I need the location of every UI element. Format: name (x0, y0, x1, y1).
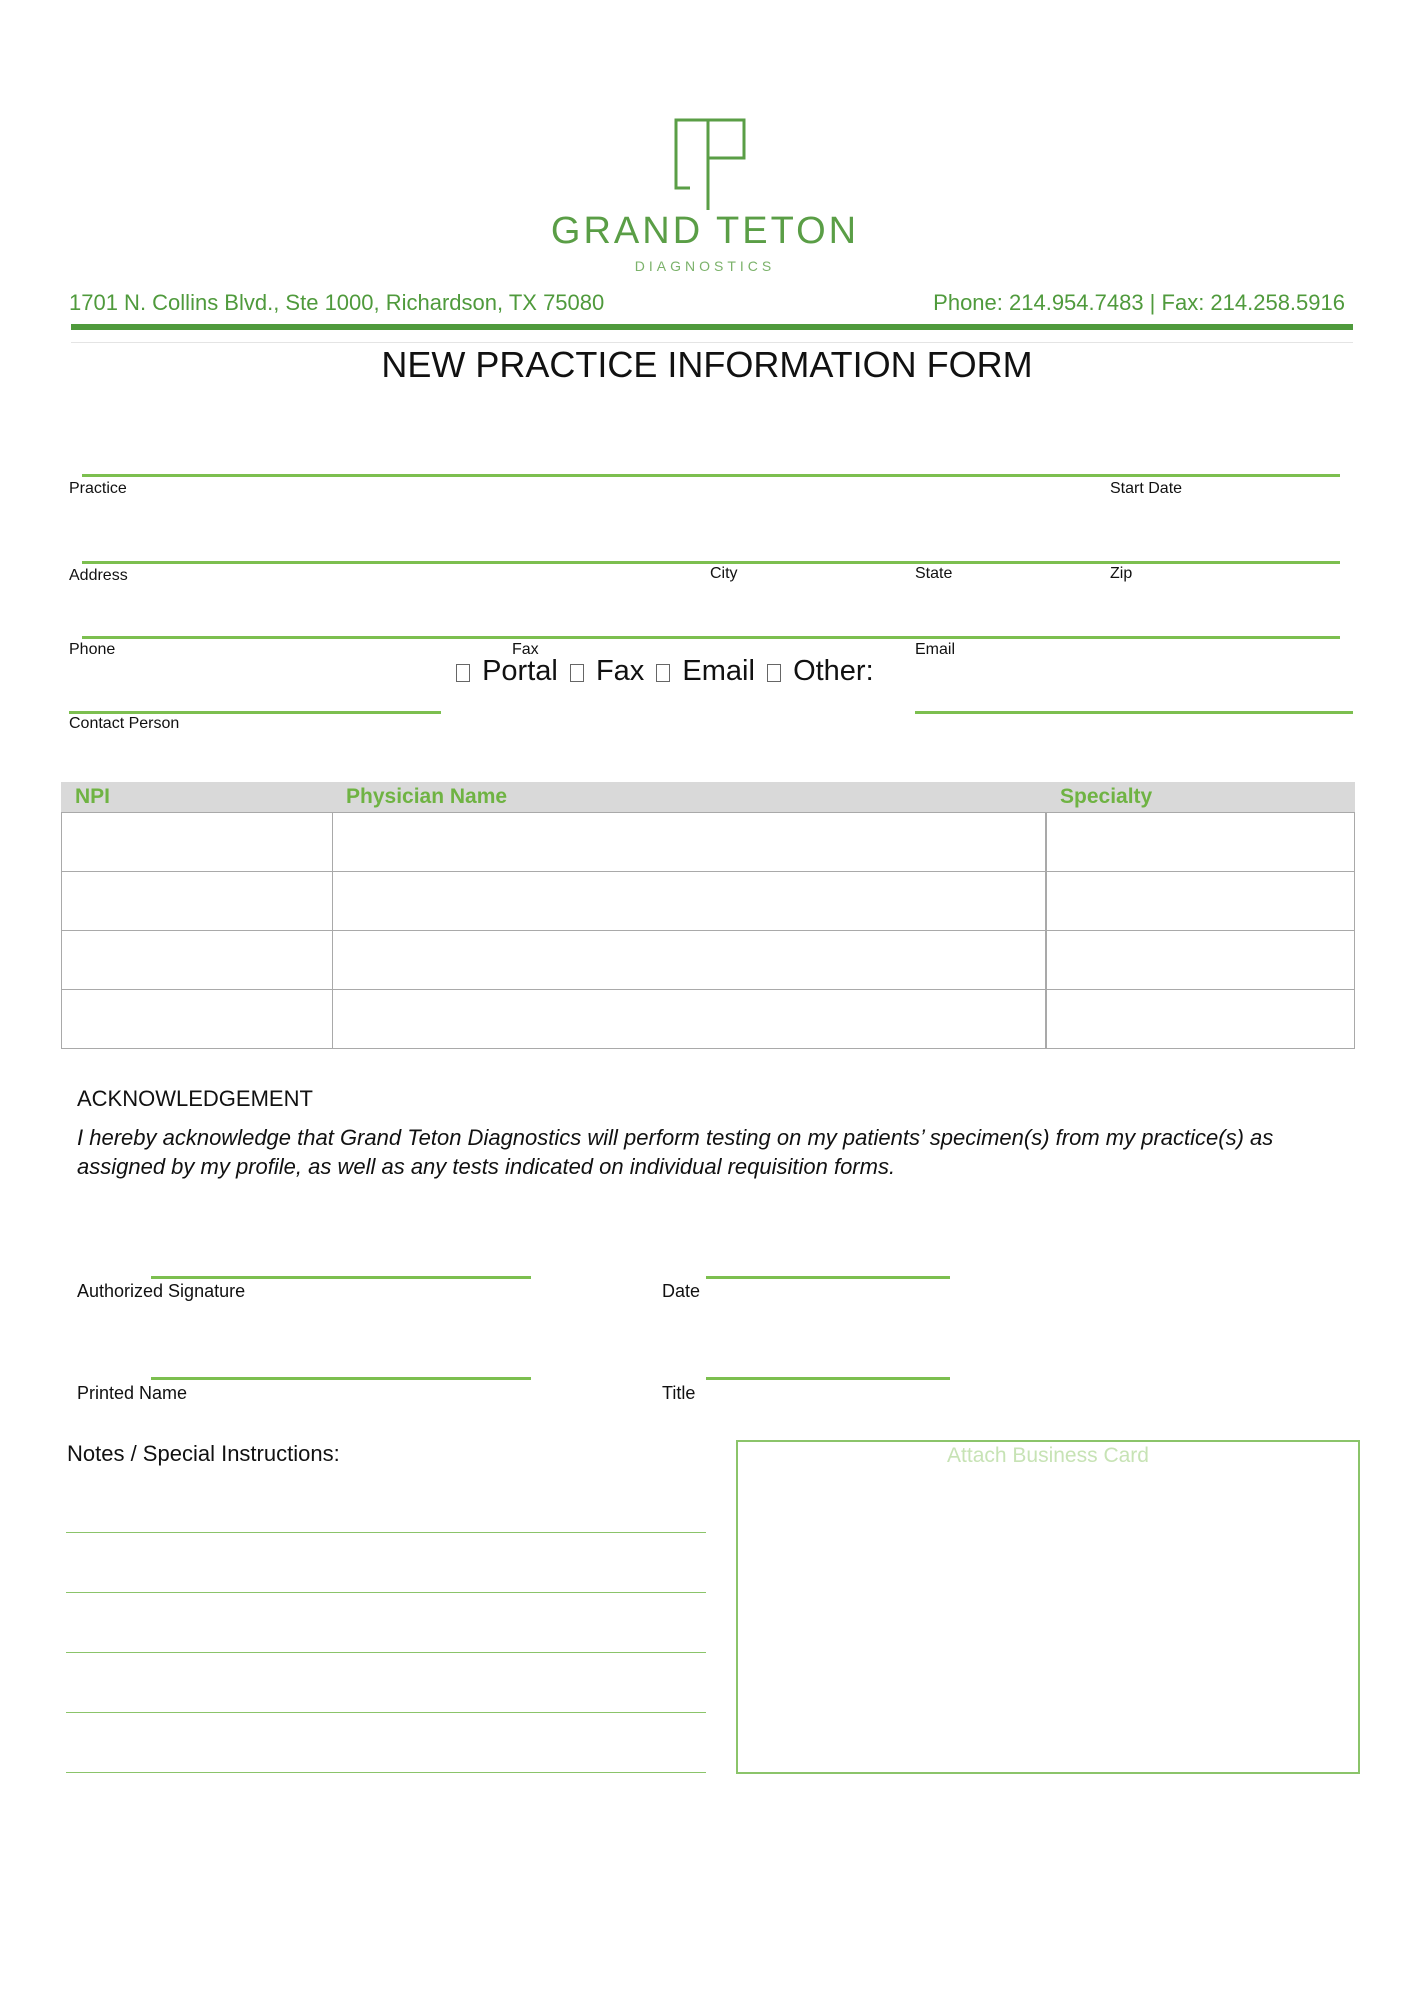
contact-person-line[interactable] (69, 711, 441, 714)
brand-tagline: DIAGNOSTICS (634, 258, 776, 274)
fax-checkbox[interactable] (570, 664, 584, 682)
other-delivery-line[interactable] (915, 711, 1353, 714)
contact-person-label: Contact Person (69, 715, 180, 732)
specialty-cell[interactable] (1046, 812, 1355, 872)
physician-name-cell[interactable] (332, 930, 1046, 990)
delivery-options (452, 655, 874, 688)
address-label: Address (69, 567, 128, 584)
address-line[interactable] (82, 561, 1340, 564)
zip-label: Zip (1110, 565, 1133, 582)
specialty-cell[interactable] (1046, 871, 1355, 931)
physician-name-cell[interactable] (332, 871, 1046, 931)
notes-line[interactable] (66, 1772, 706, 1773)
authorized-signature-label: Authorized Signature (77, 1281, 246, 1301)
notes-line[interactable] (66, 1712, 706, 1713)
physician-name-header: Physician Name (346, 785, 508, 808)
company-address: 1701 N. Collins Blvd., Ste 1000, Richardson, TX 75080 (69, 290, 605, 315)
printed-name-label: Printed Name (77, 1383, 188, 1403)
business-card-label: Attach Business Card (947, 1444, 1149, 1467)
date-label: Date (662, 1281, 701, 1301)
header-divider-thin (71, 342, 1353, 343)
phone-label: Phone (69, 641, 116, 658)
notes-label: Notes / Special Instructions: (67, 1441, 340, 1466)
email-option-label: Email (682, 655, 755, 687)
logo (540, 112, 870, 282)
authorized-signature-line[interactable] (151, 1276, 531, 1279)
business-card-box[interactable] (736, 1440, 1360, 1774)
other-option-label: Other: (793, 655, 874, 687)
logo-mark-icon (668, 118, 746, 212)
email-label: Email (915, 641, 956, 658)
notes-line[interactable] (66, 1652, 706, 1653)
npi-cell[interactable] (61, 989, 333, 1049)
company-phone-fax: Phone: 214.954.7483 | Fax: 214.258.5916 (933, 290, 1345, 315)
state-label: State (915, 565, 953, 582)
practice-line[interactable] (82, 474, 1340, 477)
brand-name: GRAND TETON (550, 210, 860, 252)
fax-option-label: Fax (595, 655, 645, 687)
npi-cell[interactable] (61, 930, 333, 990)
table-header-row (61, 782, 1355, 812)
title-line[interactable] (706, 1377, 950, 1380)
header-divider (71, 324, 1353, 330)
practice-label: Practice (69, 480, 127, 497)
acknowledgement-text: I hereby acknowledge that Grand Teton Diagnostics will perform testing on my patients’ specimen(s) from my practice(s) as assigned by my profile, as well as any tests indicated on individual requisition forms. (77, 1125, 1274, 1179)
phone-fax-email-line[interactable] (82, 636, 1340, 639)
specialty-cell[interactable] (1046, 989, 1355, 1049)
physician-table (61, 782, 1355, 1052)
title-label: Title (662, 1383, 696, 1403)
printed-name-line[interactable] (151, 1377, 531, 1380)
npi-cell[interactable] (61, 871, 333, 931)
acknowledgement-heading: ACKNOWLEDGEMENT (77, 1086, 313, 1111)
npi-cell[interactable] (61, 812, 333, 872)
other-checkbox[interactable] (767, 664, 781, 682)
npi-header: NPI (75, 785, 111, 808)
form-title: NEW PRACTICE INFORMATION FORM (381, 344, 1033, 385)
specialty-cell[interactable] (1046, 930, 1355, 990)
portal-option-label: Portal (482, 655, 558, 687)
date-line[interactable] (706, 1276, 950, 1279)
specialty-header: Specialty (1060, 785, 1153, 808)
physician-name-cell[interactable] (332, 812, 1046, 872)
notes-line[interactable] (66, 1532, 706, 1533)
fax-label: Fax (512, 641, 539, 658)
start-date-label: Start Date (1110, 480, 1183, 497)
portal-checkbox[interactable] (456, 664, 470, 682)
notes-line[interactable] (66, 1592, 706, 1593)
physician-name-cell[interactable] (332, 989, 1046, 1049)
email-checkbox[interactable] (656, 664, 670, 682)
city-label: City (710, 565, 738, 582)
